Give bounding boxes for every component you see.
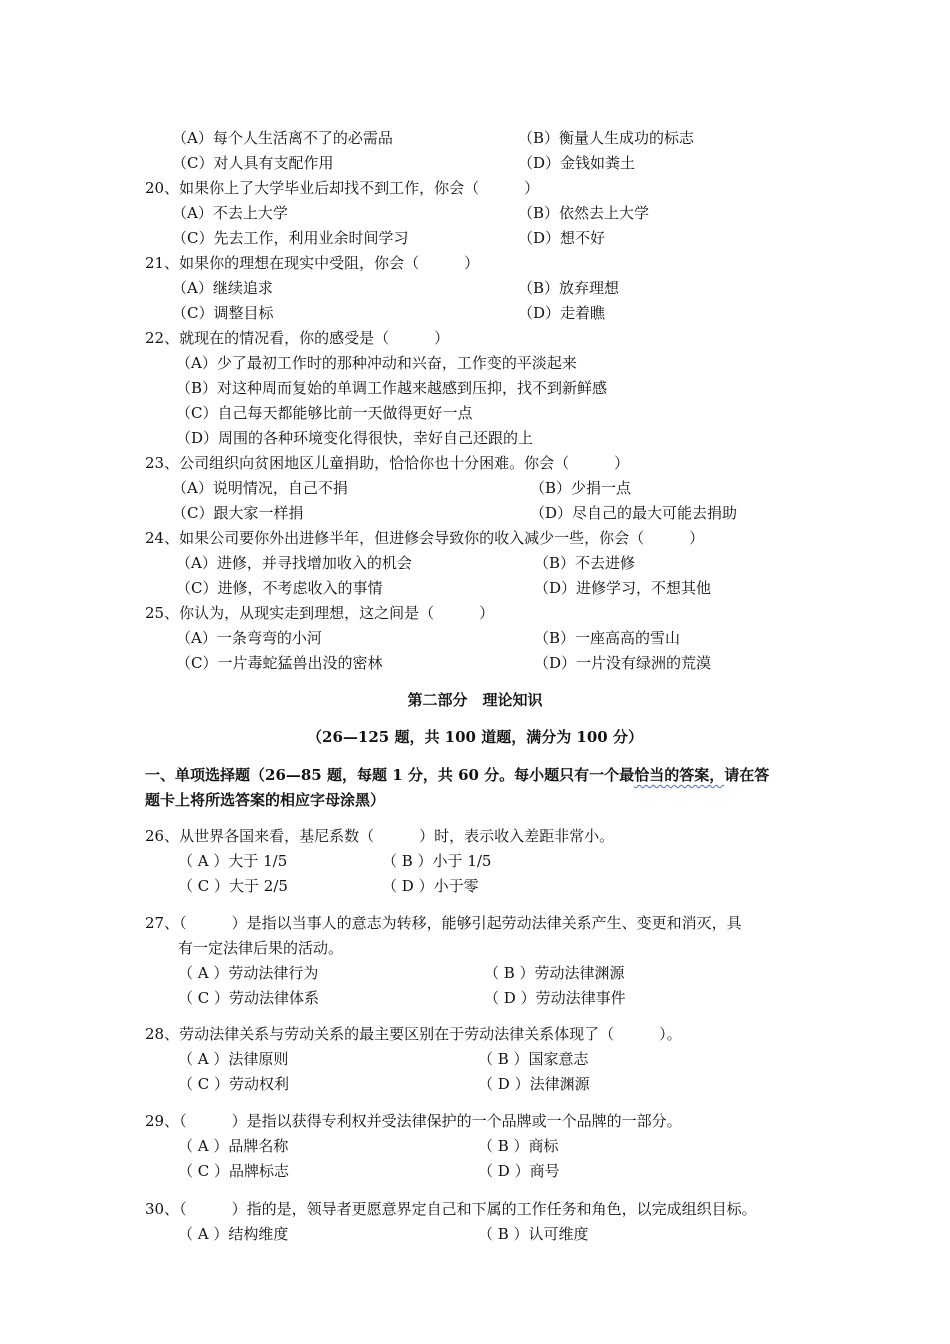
q22-option-a: （A）少了最初工作时的那种冲动和兴奋，工作变的平淡起来 [176, 354, 577, 372]
q22-option-d: （D）周围的各种环境变化得很快，幸好自己还跟的上 [176, 429, 534, 447]
q29-option-b: （ B ）商标 [478, 1137, 559, 1155]
q26-option-a: （ A ）大于 1/5 [178, 852, 288, 870]
section-instructions-line1 [145, 765, 769, 785]
q24-option-a: （A）进修，并寻找增加收入的机会 [176, 554, 412, 572]
q29-option-d: （ D ）商号 [478, 1162, 560, 1180]
q20-stem: 20、如果你上了大学毕业后却找不到工作，你会（ ） [145, 179, 540, 197]
q21-option-c: （C）调整目标 [172, 304, 274, 322]
q19-option-b: （B）衡量人生成功的标志 [518, 129, 695, 147]
q24-option-c: （C）进修，不考虑收入的事情 [176, 579, 383, 597]
q22-stem: 22、就现在的情况看，你的感受是（ ） [145, 329, 450, 347]
q23-option-c: （C）跟大家一样捐 [172, 504, 304, 522]
q26-option-d: （ D ）小于零 [382, 877, 479, 895]
q21-option-a: （A）继续追求 [172, 279, 273, 297]
q27-option-d: （ D ）劳动法律事件 [484, 989, 626, 1007]
q19-option-c: （C）对人具有支配作用 [172, 154, 334, 172]
q23-stem: 23、公司组织向贫困地区儿童捐助，恰恰你也十分困难。你会（ ） [145, 454, 630, 472]
q28-option-b: （ B ）国家意志 [478, 1050, 589, 1068]
q19-option-d: （D）金钱如粪土 [518, 154, 636, 172]
q30-option-b: （ B ）认可维度 [478, 1225, 589, 1243]
q24-stem: 24、如果公司要你外出进修半年，但进修会导致你的收入减少一些，你会（ ） [145, 529, 705, 547]
q22-option-c: （C）自己每天都能够比前一天做得更好一点 [176, 404, 473, 422]
q20-option-c: （C）先去工作，利用业余时间学习 [172, 229, 409, 247]
q29-stem: 29、（ ）是指以获得专利权并受法律保护的一个品牌或一个品牌的一部分。 [145, 1112, 682, 1130]
q29-option-a: （ A ）品牌名称 [178, 1137, 289, 1155]
q28-option-c: （ C ）劳动权利 [178, 1075, 290, 1093]
q27-option-b: （ B ）劳动法律渊源 [484, 964, 625, 982]
q25-option-c: （C）一片毒蛇猛兽出没的密林 [176, 654, 383, 672]
q20-option-b: （B）依然去上大学 [518, 204, 650, 222]
instructions-grammar-flag: 恰当的答案， [634, 766, 725, 784]
part2-subtitle: （26—125 题，共 100 道题，满分为 100 分） [307, 728, 643, 746]
q27-option-a: （ A ）劳动法律行为 [178, 964, 319, 982]
q21-option-d: （D）走着瞧 [518, 304, 606, 322]
q27-option-c: （ C ）劳动法律体系 [178, 989, 320, 1007]
section-instructions-line2: 题卡上将所选答案的相应字母涂黑） [145, 791, 386, 809]
instructions-text: 一、单项选择题（26—85 题，每题 1 分，共 60 分。每小题只有一个最 [145, 766, 635, 784]
q20-option-a: （A）不去上大学 [172, 204, 288, 222]
q26-option-c: （ C ）大于 2/5 [178, 877, 288, 895]
q27-stem-line2: 有一定法律后果的活动。 [178, 939, 344, 957]
q25-option-b: （B）一座高高的雪山 [534, 629, 681, 647]
q30-option-a: （ A ）结构维度 [178, 1225, 289, 1243]
q24-option-b: （B）不去进修 [534, 554, 636, 572]
q23-option-a: （A）说明情况，自己不捐 [172, 479, 348, 497]
q22-option-b: （B）对这种周而复始的单调工作越来越感到压抑，找不到新鲜感 [176, 379, 608, 397]
q21-option-b: （B）放弃理想 [518, 279, 620, 297]
q28-stem: 28、劳动法律关系与劳动关系的最主要区别在于劳动法律关系体现了（ ）。 [145, 1025, 682, 1043]
q28-option-d: （ D ）法律渊源 [478, 1075, 590, 1093]
q27-stem-line1: 27、（ ）是指以当事人的意志为转移，能够引起劳动法律关系产生、变更和消灭，具 [145, 914, 742, 932]
instructions-text-end: 请在答 [724, 766, 770, 784]
q19-option-a: （A）每个人生活离不了的必需品 [172, 129, 393, 147]
q25-option-d: （D）一片没有绿洲的荒漠 [534, 654, 712, 672]
q21-stem: 21、如果你的理想在现实中受阻，你会（ ） [145, 254, 480, 272]
q23-option-d: （D）尽自己的最大可能去捐助 [530, 504, 738, 522]
q25-option-a: （A）一条弯弯的小河 [176, 629, 322, 647]
q25-stem: 25、你认为，从现实走到理想，这之间是（ ） [145, 604, 495, 622]
q23-option-b: （B）少捐一点 [530, 479, 632, 497]
q24-option-d: （D）进修学习，不想其他 [534, 579, 712, 597]
q26-stem: 26、从世界各国来看，基尼系数（ ）时，表示收入差距非常小。 [145, 827, 615, 845]
q20-option-d: （D）想不好 [518, 229, 606, 247]
part2-title: 第二部分 理论知识 [407, 691, 543, 709]
q29-option-c: （ C ）品牌标志 [178, 1162, 290, 1180]
q30-stem: 30、（ ）指的是，领导者更愿意界定自己和下属的工作任务和角色，以完成组织目标。 [145, 1200, 757, 1218]
q26-option-b: （ B ）小于 1/5 [382, 852, 492, 870]
q28-option-a: （ A ）法律原则 [178, 1050, 289, 1068]
